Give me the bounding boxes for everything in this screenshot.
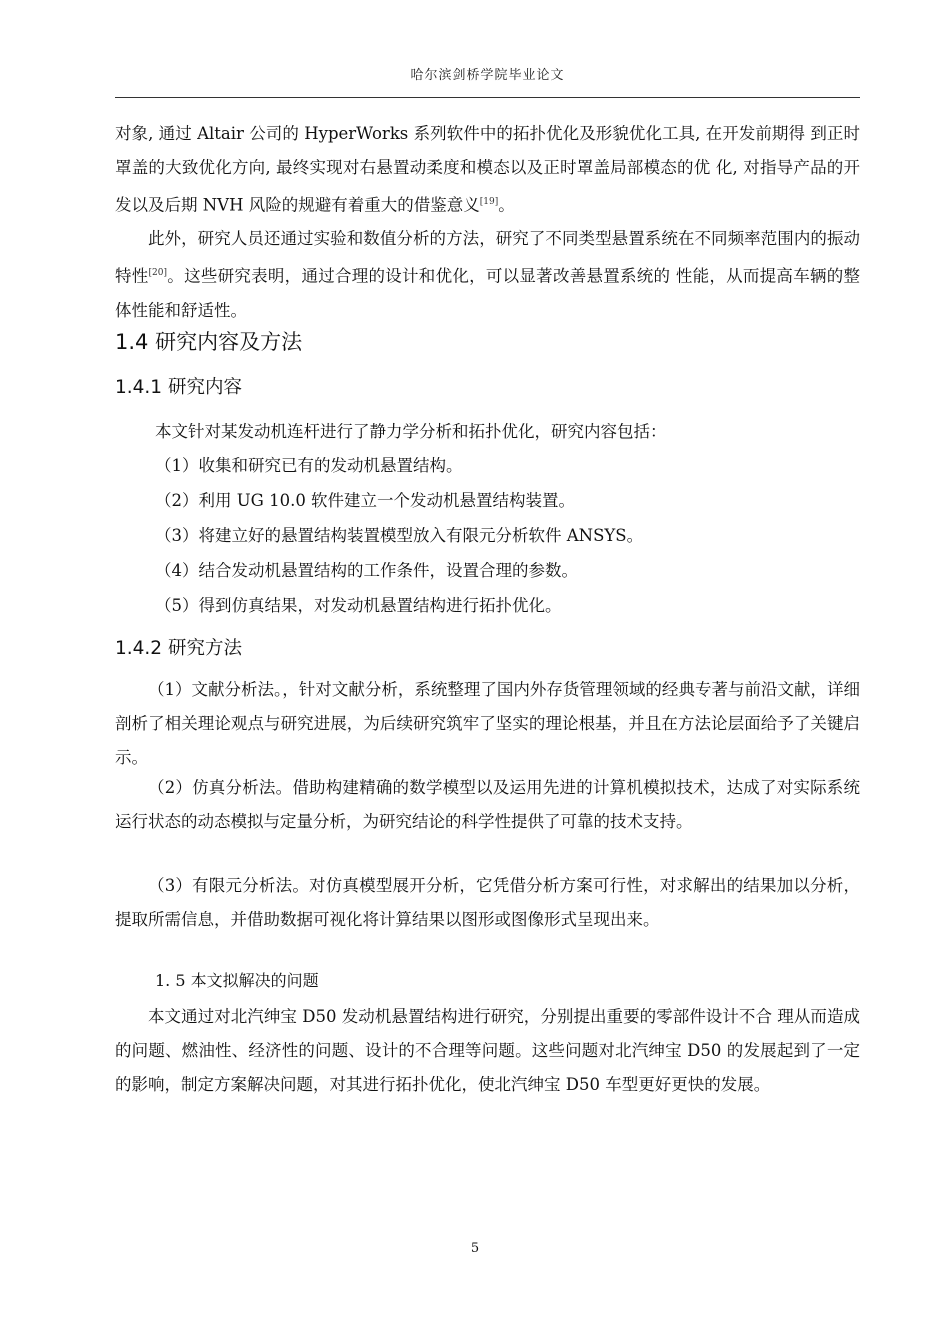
- section-heading-1-4-2: 1.4.2 研究方法: [115, 638, 242, 659]
- research-item: （1）收集和研究已有的发动机悬置结构。: [155, 456, 463, 475]
- header-rule: [115, 97, 860, 98]
- citation-19: [19]: [479, 197, 499, 207]
- method-paragraph: （1）文献分析法。，针对文献分析，系统整理了国内外存货管理领域的经典专著与前沿文献，详细剖析了相关理论观点与研究进展，为后续研究筑牢了坚实的理论根基，并且在方法论层面给予了关键启示。: [115, 680, 860, 767]
- method-paragraph: （2）仿真分析法。借助构建精确的数学模型以及运用先进的计算机模拟技术，达成了对实际系统运行状态的动态模拟与定量分析，为研究结论的科学性提供了可靠的技术支持。: [115, 778, 860, 831]
- intro-paragraph-1-text: 对象, 通过 Altair 公司的 HyperWorks 系列软件中的拓扑优化及形貌优化工具, 在开发前期得 到正时罩盖的大致优化方向, 最终实现对右悬置动柔度和模态以及正时罩盖局部模态的优 化, 对指导产品的开发以及后期 NVH 风险的规避有着重大的借鉴意义: [115, 124, 860, 215]
- method-paragraph: （3）有限元分析法。对仿真模型展开分析，它凭借分析方案可行性，对求解出的结果加以分析，提取所需信息，并借助数据可视化将计算结果以图形或图像形式呈现出来。: [115, 876, 860, 929]
- intro-paragraph-2-text-b: 。这些研究表明，通过合理的设计和优化，可以显著改善悬置系统的 性能，从而提高车辆的整体性能和舒适性。: [115, 266, 861, 320]
- research-item: （4）结合发动机悬置结构的工作条件，设置合理的参数。: [155, 561, 578, 580]
- intro-paragraph-2: [115, 222, 860, 328]
- section-heading-1-5: 1. 5 本文拟解决的问题: [155, 971, 319, 990]
- section-heading-1-4-1: 1.4.1 研究内容: [115, 377, 242, 398]
- intro-paragraph-1-end: 。: [498, 195, 515, 215]
- research-item: （5）得到仿真结果，对发动机悬置结构进行拓扑优化。: [155, 596, 562, 615]
- citation-20: [20]: [148, 268, 168, 278]
- running-header: 哈尔滨剑桥学院毕业论文: [410, 68, 565, 83]
- research-item: （2）利用 UG 10.0 软件建立一个发动机悬置结构装置。: [155, 491, 576, 510]
- intro-paragraph-1: [115, 117, 860, 223]
- research-item: （3）将建立好的悬置结构装置模型放入有限元分析软件 ANSYS。: [155, 526, 644, 545]
- research-content-lead: 本文针对某发动机连杆进行了静力学分析和拓扑优化，研究内容包括：: [155, 422, 667, 441]
- page-number: 5: [470, 1241, 480, 1256]
- intro-paragraph-2-text: 此外，研究人员还通过实验和数值分析的方法，研究了不同类型悬置系统在不同频率范围内的振动特性: [115, 229, 860, 286]
- section-1-5-paragraph: 本文通过对北汽绅宝 D50 发动机悬置结构进行研究，分别提出重要的零部件设计不合 理从而造成的问题、燃油性、经济性的问题、设计的不合理等问题。这些问题对北汽绅宝 D50 的发展起到了一定的影响，制定方案解决问题，对其进行拓扑优化，使北汽绅宝 D50 车型更好更快的发展。: [115, 1007, 860, 1094]
- section-heading-1-4: 1.4 研究内容及方法: [115, 330, 303, 354]
